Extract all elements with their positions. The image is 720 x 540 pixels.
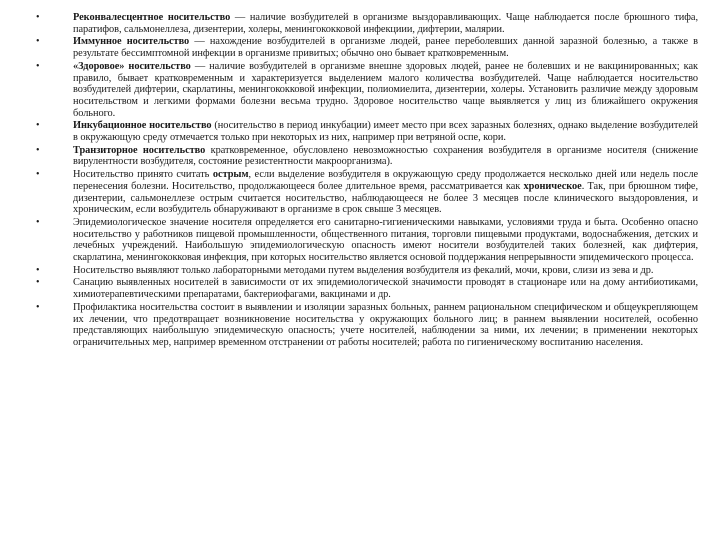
list-item-immune-carriage xyxy=(36,36,698,59)
definition-text: кратковременное, обусловлено невозможностью сохранения возбудителя в организме носителя (снижение вирулентности возбудителя, состояние резистентности макроорганизма). xyxy=(73,144,699,168)
list-item-acute-chronic xyxy=(36,169,698,216)
list-item-transient-carriage xyxy=(36,145,698,168)
bullet-icon: • xyxy=(36,144,40,156)
paragraph-text: Эпидемиологическое значение носителя определяется его санитарно-гигиеническими навыками, условиями труда и быта. Особенно опасно носительство у работников пищевой промышленности, общественного питания, торговли пищевыми продуктами, водоснабжения, детских и лечебных учреждений. Наибольшую эпидемиологическую опасность имеют носители возбудителей таких болезней, как дифтерия, скарлатина, менингококковая инфекция, при которых носительство является основой поддержания непрерывности эпидемического процесса. xyxy=(73,216,698,264)
list-item-sanation xyxy=(36,277,698,300)
bullet-icon: • xyxy=(36,301,40,313)
list-item-reconvalescent-carriage xyxy=(36,12,698,35)
bullet-icon: • xyxy=(36,12,40,23)
list-item-incubation-carriage xyxy=(36,120,698,143)
term-chronic: хроническое xyxy=(523,180,582,192)
paragraph-text: Санацию выявленных носителей в зависимости от их эпидемиологической значимости проводят в стационаре или на дому антибиотиками, химиотерапевтическими препаратами, бактериофагами, вакцинами и др. xyxy=(73,277,698,301)
term-transient: Транзиторное носительство xyxy=(73,144,206,156)
term-reconvalescent: Реконвалесцентное носительство xyxy=(73,12,231,23)
list-item-epidemiological-significance xyxy=(36,217,698,264)
bullet-icon: • xyxy=(36,277,40,289)
definition-text: (носительство в период инкубации) имеет место при всех заразных болезнях, однако выделение возбудителей в окружающую среду отмечается только при некоторых из них, например при ветряной оспе, кори. xyxy=(73,120,699,144)
list-item-healthy-carriage xyxy=(36,61,698,120)
list-item-prevention xyxy=(36,302,698,349)
term-incubation: Инкубационное носительство xyxy=(73,120,212,132)
bullet-icon: • xyxy=(36,120,40,132)
bullet-icon: • xyxy=(36,36,40,48)
bullet-icon: • xyxy=(36,216,40,228)
term-immune: Иммунное носительство xyxy=(73,36,190,48)
bullet-icon: • xyxy=(36,169,40,181)
paragraph-text: , если выделение возбудителя в окружающую среду продолжается несколько дней или недель после перенесения болезни. Носительство, продолжающееся более длительное время, рассматривается как xyxy=(73,169,698,192)
paragraph-text: . Так, при брюшном тифе, дизентерии, сальмонеллезе острым считается носительство, наблюдающееся не более 3 месяцев после клинического выздоровления, и хроническим, если возбудитель обнаруживают в организме в срок свыше 3 месяцев. xyxy=(73,180,698,216)
term-healthy: «Здоровое» носительство xyxy=(73,60,191,72)
definition-text: — нахождение возбудителей в организме людей, ранее переболевших данной заразной болезнью, а также в результате бессимптомной инфекции в организме привитых; обычно оно бывает кратковременным. xyxy=(73,36,698,60)
definition-text: — наличие возбудителей в организме выздоравливающих. Чаще наблюдается после брюшного тифа, паратифов, сальмонеллеза, дизентерии, холеры, менингококковой инфекциии, дифтерии, малярии. xyxy=(73,12,698,35)
definition-text: — наличие возбудителей в организме внешне здоровых людей, ранее не болевших и не вакцинированных; как правило, бывает кратковременным и характеризуется выделением малого количества возбудителей. Чаще наблюдается носительство возбудителей дифтерии, скарлатины, менингококковой инфекции, полиомиелита, дизентерии, холеры. Установить различие между здоровым носительством и легкими формами болезни весьма трудно. Здоровое носительство чаще выявляется у лиц из ближайшего окружения больного. xyxy=(73,60,698,119)
list-item-detection xyxy=(36,265,698,277)
bullet-icon: • xyxy=(36,60,40,72)
paragraph-text: Носительство принято считать xyxy=(73,169,213,181)
paragraph-text: Носительство выявляют только лабораторными методами путем выделения возбудителя из фекалий, мочи, крови, слизи из зева и др. xyxy=(73,264,654,276)
bullet-icon: • xyxy=(36,264,40,276)
paragraph-text: Профилактика носительства состоит в выявлении и изоляции заразных больных, раннем рациональном специфическом и общеукрепляющем их лечении, что предотвращает возникновение носительства у окружающих больного лиц; в раннем выявлении носителей, особенно представляющих наибольшую эпидемическую опасность; учете носителей, наблюдении за ними, их лечении; в применении некоторых ограничительных мер, например временном отстранении от работы носителей; работа по гигиеническому воспитанию населения. xyxy=(73,301,698,348)
term-acute: острым xyxy=(212,169,249,181)
